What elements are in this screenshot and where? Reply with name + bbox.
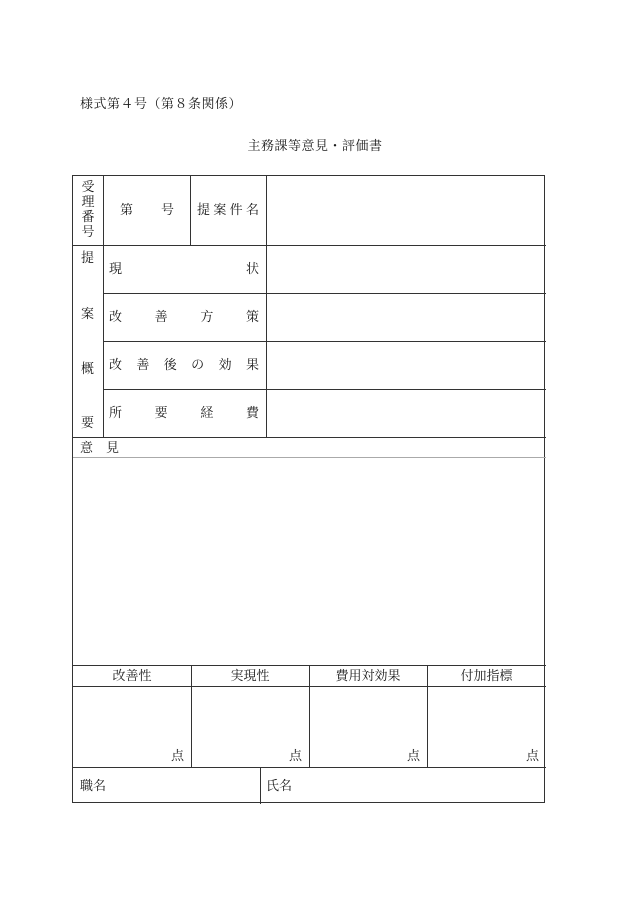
evaluation-form-table (72, 175, 545, 803)
summary-label-char-4: 要 (81, 416, 95, 431)
rule-label-column (103, 176, 104, 437)
number-suffix: 号 (161, 203, 175, 218)
rule-number-column (190, 176, 191, 245)
reception-number-label: 受 理 番 号 (81, 180, 95, 240)
rule-value-column (266, 176, 267, 437)
eval-header-improvement: 改善性 (112, 669, 152, 684)
eval-header-feasibility: 実現性 (230, 669, 270, 684)
rule-reception-bottom (73, 245, 546, 246)
proposal-name-label: 提 案 件 名 (197, 203, 259, 218)
rule-summary-3 (103, 389, 546, 390)
rule-opinion-header (73, 457, 546, 458)
form-number: 様式第４号（第８条関係） (80, 97, 243, 112)
score-unit: 点 (288, 749, 302, 764)
row-label-required-cost: 所 要 経 費 (109, 406, 259, 421)
score-unit: 点 (525, 749, 539, 764)
rule-eval-bottom (73, 767, 546, 768)
rule-summary-2 (103, 341, 546, 342)
score-unit: 点 (170, 749, 184, 764)
row-label-improvement-plan: 改 善 方 策 (109, 310, 259, 325)
rule-summary-1 (103, 293, 546, 294)
eval-score-feasibility[interactable] (191, 750, 302, 763)
name-label: 氏名 (266, 779, 293, 794)
eval-header-added-indicator: 付加指標 (460, 669, 513, 684)
eval-score-improvement[interactable] (73, 750, 184, 763)
summary-label-char-1: 提 (81, 251, 95, 266)
number-prefix: 第 (120, 203, 134, 218)
row-label-post-improvement-effect: 改 善 後 の 効 果 (109, 358, 259, 373)
rule-summary-bottom (73, 437, 546, 438)
eval-score-added-indicator[interactable] (427, 750, 539, 763)
opinion-label: 意 見 (80, 441, 120, 456)
summary-label-char-3: 概 (81, 362, 95, 377)
row-label-current-status: 現 状 (109, 262, 259, 277)
eval-header-cost-effectiveness: 費用対効果 (335, 669, 401, 684)
rule-signature-divider (260, 767, 261, 804)
eval-score-cost-effectiveness[interactable] (309, 750, 420, 763)
score-unit: 点 (406, 749, 420, 764)
document-title: 主務課等意見・評価書 (247, 139, 383, 154)
summary-label-char-2: 案 (81, 307, 95, 322)
position-label: 職名 (80, 779, 107, 794)
